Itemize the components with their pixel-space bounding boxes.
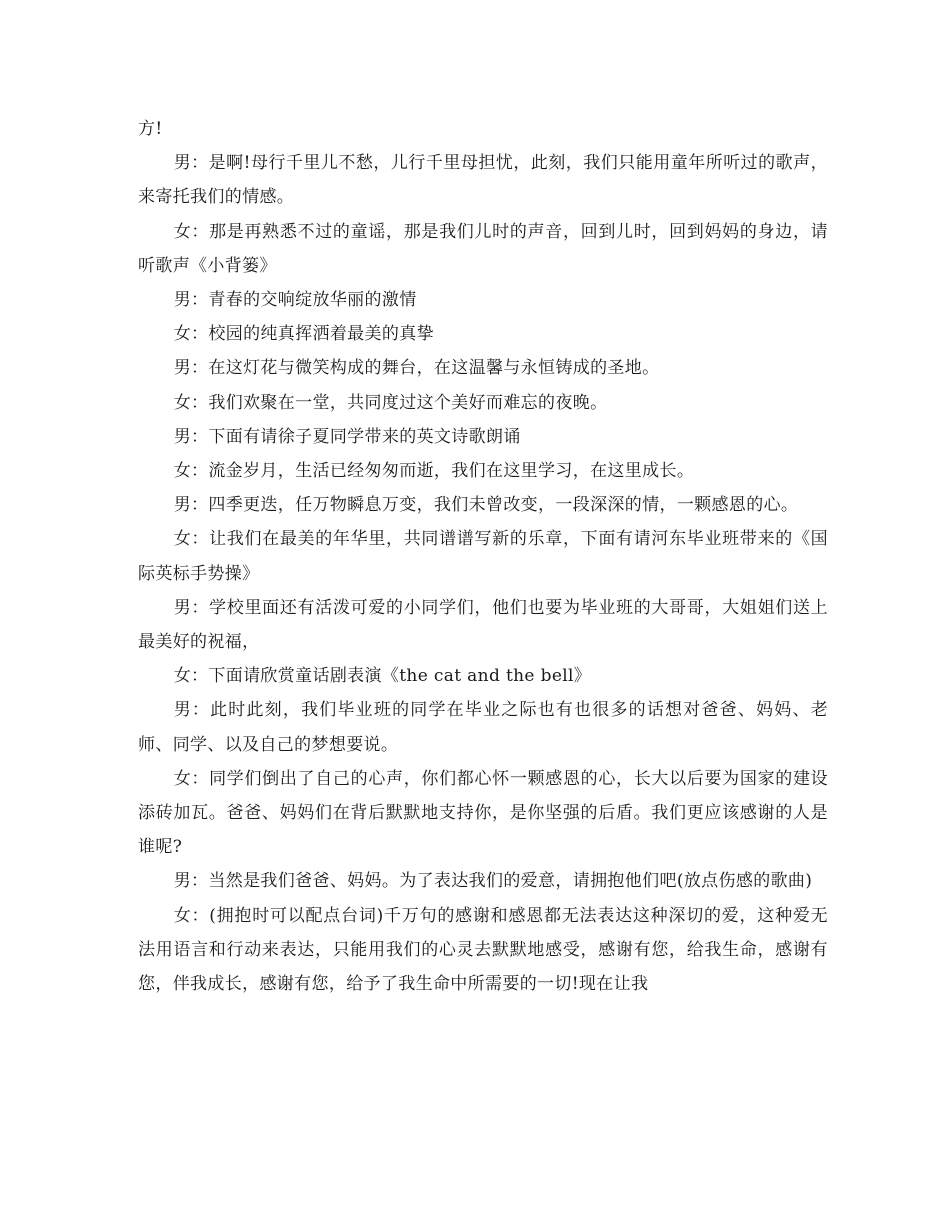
- dialogue-line: 女：那是再熟悉不过的童谣，那是我们儿时的声音，回到儿时，回到妈妈的身边，请听歌声《小背篓》: [138, 221, 828, 276]
- dialogue-line: 男：是啊!母行千里儿不愁，儿行千里母担忧，此刻，我们只能用童年所听过的歌声，来寄托我们的情感。: [138, 153, 828, 208]
- dialogue-line: 男：此时此刻，我们毕业班的同学在毕业之际也有也很多的话想对爸爸、妈妈、老师、同学、以及自己的梦想要说。: [138, 700, 828, 755]
- dialogue-line: 女：我们欢聚在一堂，共同度过这个美好而难忘的夜晚。: [173, 392, 608, 413]
- dialogue-line: 男：学校里面还有活泼可爱的小同学们，他们也要为毕业班的大哥哥，大姐姐们送上最美好的祝福，: [138, 597, 828, 653]
- dialogue-line: 女：让我们在最美的年华里，共同谱谱写新的乐章，下面有请河东毕业班带来的《国际英标手势操》: [138, 529, 828, 584]
- dialogue-line: 男：当然是我们爸爸、妈妈。为了表达我们的爱意，请拥抱他们吧(放点伤感的歌曲): [173, 871, 813, 892]
- document-body: [138, 112, 828, 1001]
- dialogue-line: 女：(拥抱时可以配点台词)千万句的感谢和感恩都无法表达这种深切的爱，这种爱无法用语言和行动来表达，只能用我们的心灵去默默地感受，感谢有您，给我生命，感谢有您，伴我成长，感谢有您，给予了我生命中所需要的一切!现在让我: [138, 905, 828, 995]
- dialogue-line: 女：下面请欣赏童话剧表演《the cat and the bell》: [173, 666, 592, 687]
- paragraph-continuation: 方!: [138, 119, 163, 139]
- dialogue-line: 女：校园的纯真挥洒着最美的真挚: [173, 324, 434, 345]
- dialogue-line: 女：流金岁月，生活已经匆匆而逝，我们在这里学习，在这里成长。: [173, 461, 695, 482]
- dialogue-line: 女：同学们倒出了自己的心声，你们都心怀一颗感恩的心，长大以后要为国家的建设添砖加瓦。爸爸、妈妈们在背后默默地支持你，是你坚强的后盾。我们更应该感谢的人是谁呢?: [138, 768, 828, 858]
- dialogue-line: 男：下面有请徐子夏同学带来的英文诗歌朗诵: [173, 426, 521, 447]
- dialogue-line: 男：青春的交响绽放华丽的激情: [173, 290, 417, 311]
- dialogue-line: 男：在这灯花与微笑构成的舞台，在这温馨与永恒铸成的圣地。: [173, 358, 660, 379]
- dialogue-line: 男：四季更迭，任万物瞬息万变，我们未曾改变，一段深深的情，一颗感恩的心。: [173, 495, 799, 516]
